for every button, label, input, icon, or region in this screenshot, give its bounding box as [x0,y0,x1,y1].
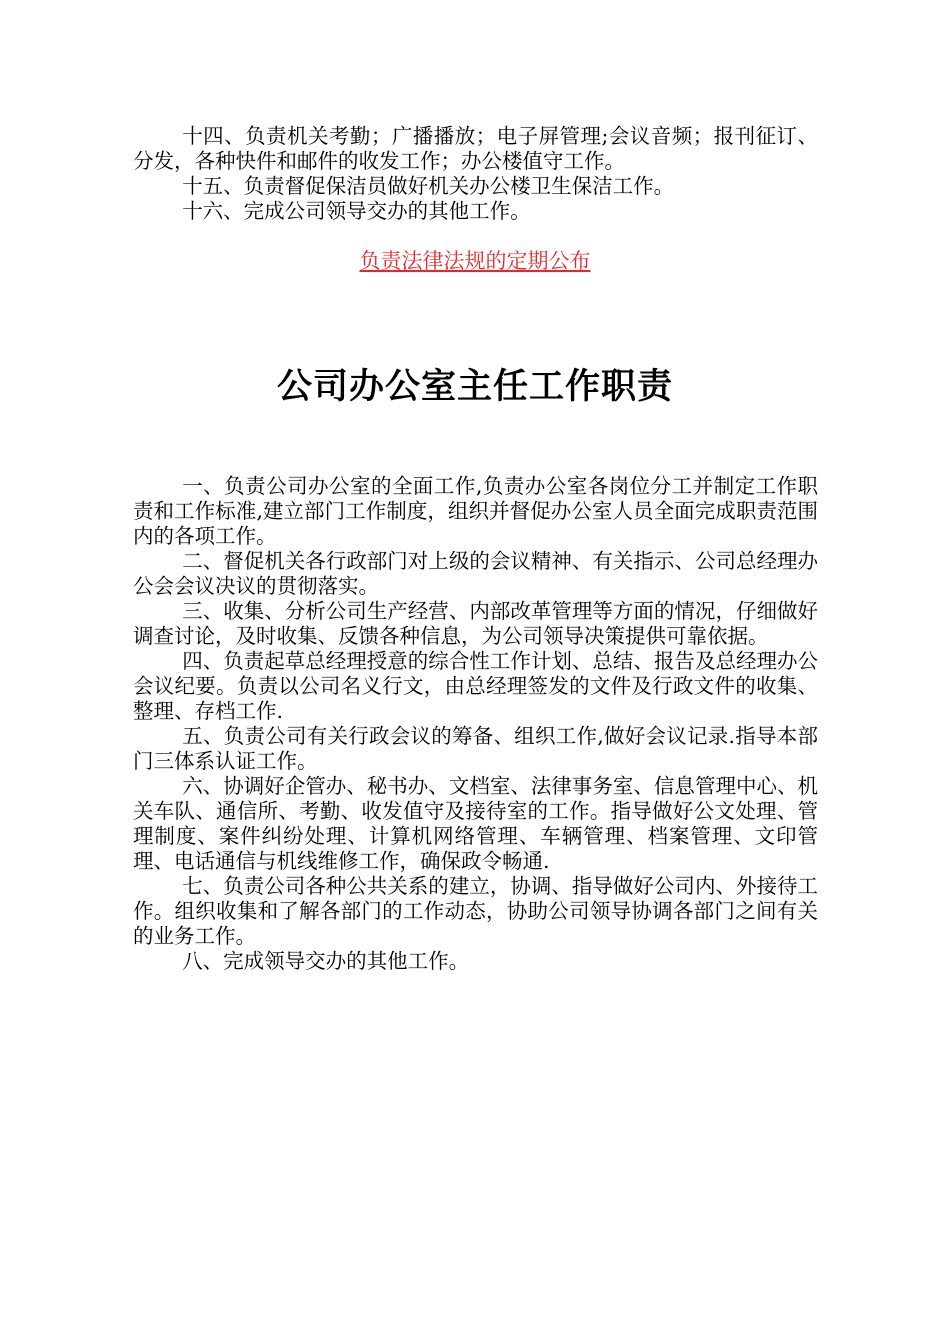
duty-paragraph-2: 二、督促机关各行政部门对上级的会议精神、有关指示、公司总经理办公会会议决议的贯彻落实。 [133,549,818,598]
duty-paragraph-4: 四、负责起草总经理授意的综合性工作计划、总结、报告及总经理办公会议纪要。负责以公司名义行文，由总经理签发的文件及行政文件的收集、整理、存档工作. [133,649,818,723]
duty-paragraph-5: 五、负责公司有关行政会议的筹备、组织工作,做好会议记录.指导本部门三体系认证工作。 [133,724,818,773]
duty-paragraph-8: 八、完成领导交办的其他工作。 [182,949,470,973]
duty-paragraph-16: 十六、完成公司领导交办的其他工作。 [182,199,531,223]
duty-paragraph-14: 十四、负责机关考勤；广播播放；电子屏管理;会议音频；报刊征订、分发，各种快件和邮件的收发工作；办公楼值守工作。 [133,124,818,173]
laws-regulations-link[interactable]: 负责法律法规的定期公布 [359,249,591,273]
duty-paragraph-7: 七、负责公司各种公共关系的建立，协调、指导做好公司内、外接待工作。组织收集和了解各部门的工作动态，协助公司领导协调各部门之间有关的业务工作。 [133,874,818,948]
duty-paragraph-3: 三、收集、分析公司生产经营、内部改革管理等方面的情况，仔细做好调查讨论，及时收集、反馈各种信息，为公司领导决策提供可靠依据。 [133,599,818,648]
duty-paragraph-6: 六、协调好企管办、秘书办、文档室、法律事务室、信息管理中心、机关车队、通信所、考勤、收发值守及接待室的工作。指导做好公文处理、管理制度、案件纠纷处理、计算机网络管理、车辆管理、档案管理、文印管理、电话通信与机线维修工作，确保政令畅通. [133,774,818,873]
director-duties-section [133,474,818,974]
document-title: 公司办公室主任工作职责 [276,366,673,407]
top-duties-section [133,124,818,224]
duty-paragraph-1: 一、负责公司办公室的全面工作,负责办公室各岗位分工并制定工作职责和工作标准,建立部门工作制度，组织并督促办公室人员全面完成职责范围内的各项工作。 [133,474,818,548]
duty-paragraph-15: 十五、负责督促保洁员做好机关办公楼卫生保洁工作。 [182,174,675,198]
